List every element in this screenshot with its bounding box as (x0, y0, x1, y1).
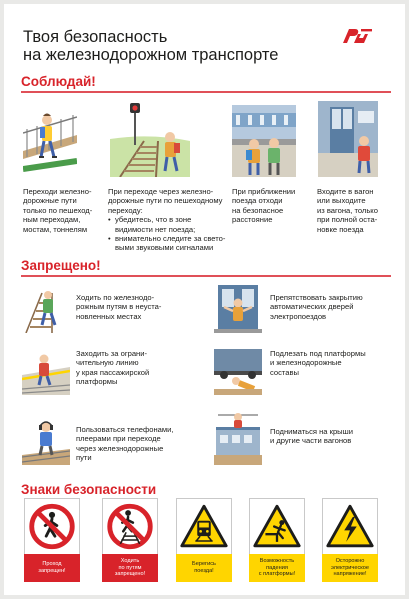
forbidden-caption-5: Пользоваться телефонами, плеерами при переходе через железнодорожные пути (76, 425, 174, 463)
observe-divider (21, 91, 391, 93)
observe-caption-4: Входите в вагон или выходите из вагона, только при полной оста- новке поезда (317, 187, 378, 234)
forbidden-caption-3: Заходить за ограни- чительную линию у края пассажирской платформы (76, 349, 150, 387)
sign-fall-hazard (249, 498, 305, 582)
climbing-roof-icon (214, 407, 262, 465)
sign-caption: Осторожно электрическое напряжение! (322, 554, 378, 582)
title-line-1: Твоя безопасность (23, 28, 168, 46)
pedestrian-crossing-icon (110, 99, 190, 177)
platform-edge-icon (22, 345, 70, 395)
observe-caption-1: Переходи железно- дорожные пути только по пешеход- ным переходам, мостам, тоннелям (23, 187, 93, 234)
electric-hazard-icon (322, 498, 378, 554)
sign-electric-hazard (322, 498, 378, 582)
forbidden-heading: Запрещено! (21, 258, 101, 273)
sign-caption: Проход запрещен! (24, 554, 80, 582)
walking-on-tracks-icon (22, 283, 70, 333)
safety-poster (4, 4, 405, 595)
no-entry-icon (24, 498, 80, 554)
title-line-2: на железнодорожном транспорте (23, 46, 279, 64)
observe-heading: Соблюдай! (21, 74, 96, 89)
crawling-under-icon (214, 345, 262, 395)
sign-no-walking-on-tracks (102, 498, 158, 582)
train-door-icon (318, 99, 378, 177)
sign-caption: Берегись поезда! (176, 554, 232, 582)
list-item: • убедитесь, что в зоне видимости нет поезда; (108, 215, 226, 234)
page-title (23, 28, 323, 64)
signs-heading: Знаки безопасности (21, 482, 157, 497)
sign-caption: Возможность падения с платформы! (249, 554, 305, 582)
blocking-doors-icon (214, 283, 262, 333)
rzd-logo (340, 26, 374, 46)
fall-hazard-icon (249, 498, 305, 554)
list-item: • внимательно следите за свето- выми звуковыми сигналами (108, 234, 226, 253)
headphones-icon (22, 415, 70, 465)
rzd-logo-icon (340, 26, 374, 46)
sign-caption: Ходить по путям запрещено! (102, 554, 158, 582)
sign-train-warning (176, 498, 232, 582)
observe-caption-3: При приближении поезда отходи на безопасное расстояние (232, 187, 296, 225)
no-walking-on-tracks-icon (102, 498, 158, 554)
approaching-train-icon (232, 99, 296, 177)
forbidden-caption-4: Подлезать под платформы и железнодорожные составы (270, 349, 366, 377)
bridge-crossing-icon (23, 99, 77, 177)
observe-caption-2: При переходе через железно- дорожные пути по пешеходному переходу: • убедитесь, что в зоне видимости нет поезда; • внимательно следите за свето- выми звуковыми сигналами (108, 187, 226, 253)
forbidden-caption-1: Ходить по железнодо- рожным путям в неуста- новленных местах (76, 293, 162, 321)
crossing-rules-list (108, 215, 226, 253)
train-warning-icon (176, 498, 232, 554)
forbidden-caption-6: Подниматься на крыши и другие части вагонов (270, 427, 353, 446)
forbidden-caption-2: Препятствовать закрытию автоматических дверей электропоездов (270, 293, 363, 321)
forbidden-divider (21, 275, 391, 277)
sign-no-entry (24, 498, 80, 582)
